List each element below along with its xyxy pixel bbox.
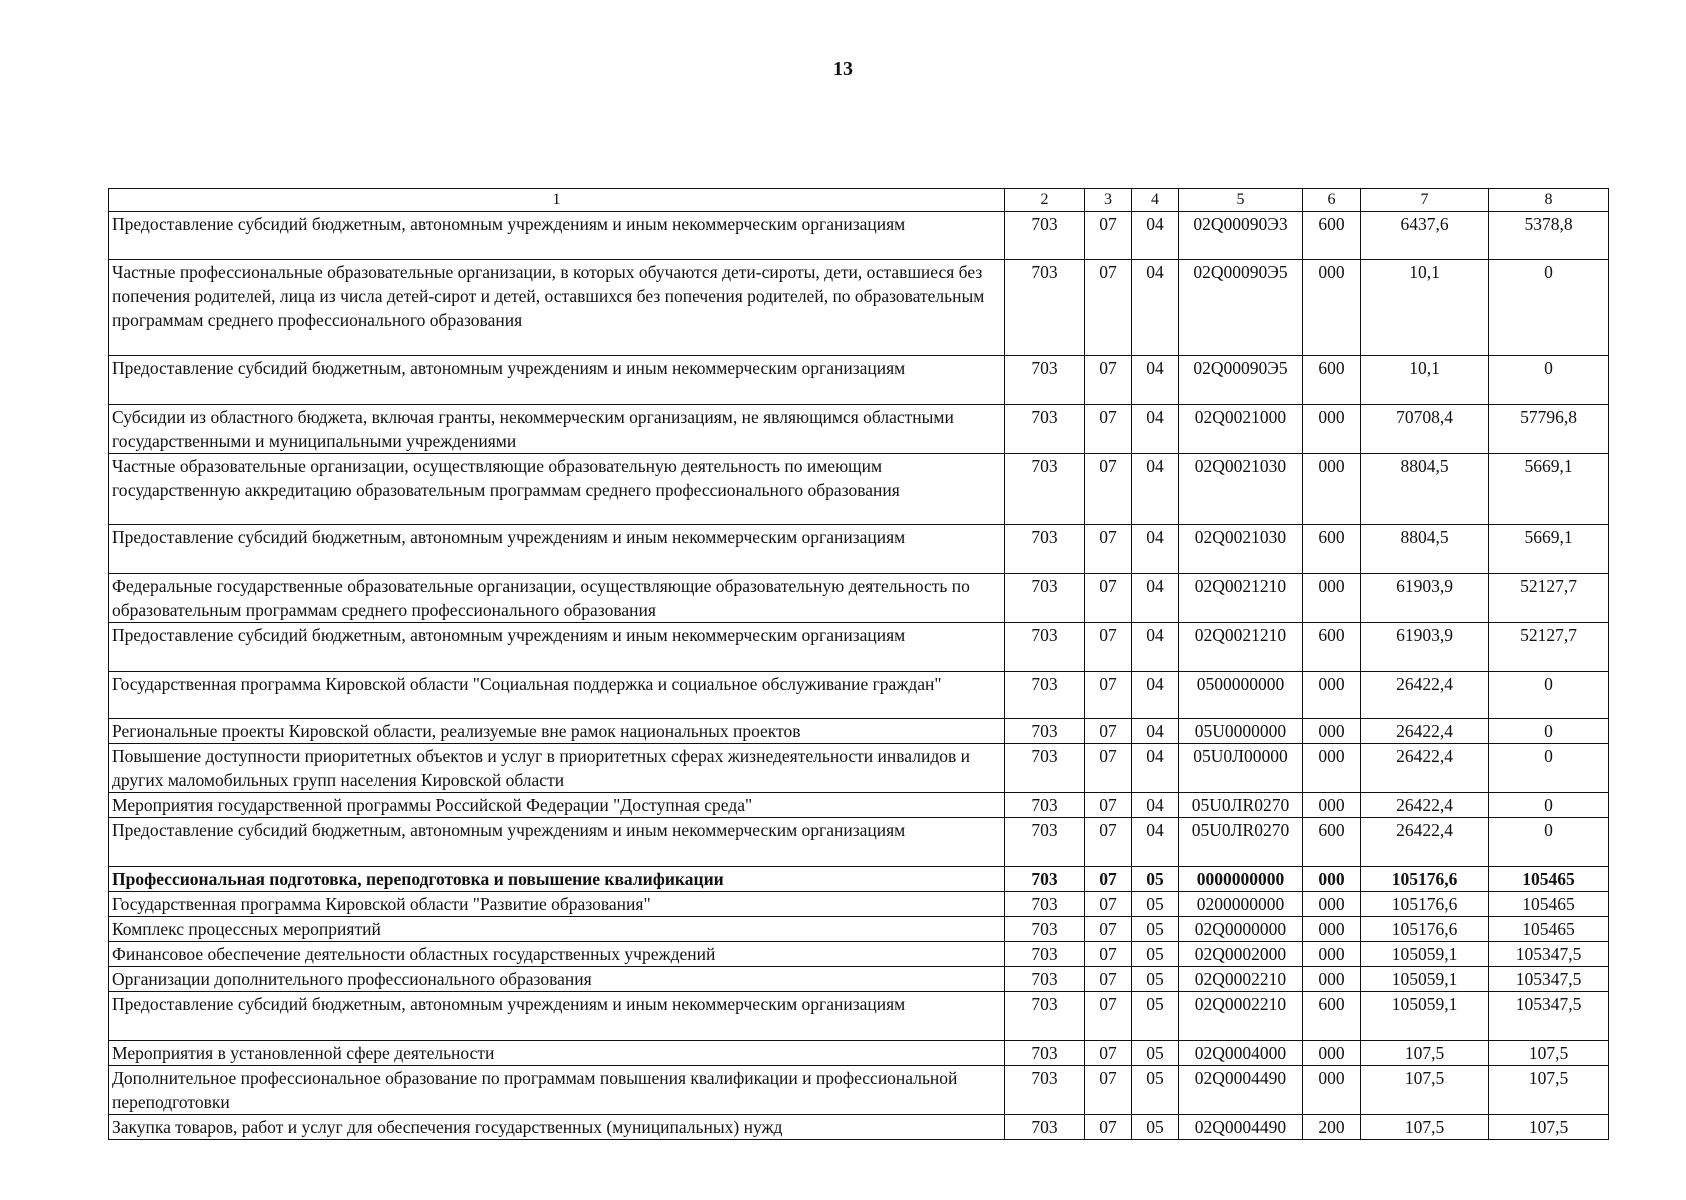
expense-type-cell: 000 (1303, 454, 1361, 525)
chapter-code-cell: 07 (1085, 744, 1132, 793)
amount-year1-cell: 26422,4 (1361, 744, 1489, 793)
target-article-cell: 02Q0002000 (1179, 942, 1303, 967)
chapter-code-cell: 07 (1085, 574, 1132, 623)
table-row (109, 623, 1609, 672)
table-row (109, 525, 1609, 574)
subsection-code-cell: 05 (1132, 892, 1179, 917)
row-name-cell: Субсидии из областного бюджета, включая гранты, некоммерческим организациям, не являющимся областными государственными и муниципальными учреждениями (109, 405, 1005, 454)
section-code-cell: 703 (1005, 260, 1085, 356)
amount-year2-cell: 107,5 (1489, 1066, 1609, 1115)
chapter-code-cell: 07 (1085, 793, 1132, 818)
amount-year1-cell: 107,5 (1361, 1066, 1489, 1115)
header-cell-4: 4 (1132, 189, 1179, 212)
target-article-cell: 02Q0004000 (1179, 1041, 1303, 1066)
amount-year2-cell: 105465 (1489, 867, 1609, 892)
table-row (109, 212, 1609, 260)
chapter-code-cell: 07 (1085, 818, 1132, 867)
amount-year2-cell: 105347,5 (1489, 942, 1609, 967)
target-article-cell: 02Q0021030 (1179, 525, 1303, 574)
row-name-cell: Предоставление субсидий бюджетным, автономным учреждениям и иным некоммерческим организациям (109, 623, 1005, 672)
table-row (109, 719, 1609, 744)
chapter-code-cell: 07 (1085, 672, 1132, 719)
subsection-code-cell: 04 (1132, 260, 1179, 356)
section-code-cell: 703 (1005, 942, 1085, 967)
subsection-code-cell: 04 (1132, 454, 1179, 525)
target-article-cell: 02Q0021000 (1179, 405, 1303, 454)
row-name-cell: Предоставление субсидий бюджетным, автономным учреждениям и иным некоммерческим организациям (109, 818, 1005, 867)
amount-year1-cell: 107,5 (1361, 1115, 1489, 1140)
row-name-cell: Предоставление субсидий бюджетным, автономным учреждениям и иным некоммерческим организациям (109, 212, 1005, 260)
target-article-cell: 02Q0002210 (1179, 992, 1303, 1041)
chapter-code-cell: 07 (1085, 405, 1132, 454)
target-article-cell: 02Q0021210 (1179, 623, 1303, 672)
table-row (109, 1115, 1609, 1140)
section-code-cell: 703 (1005, 818, 1085, 867)
target-article-cell: 02Q0004490 (1179, 1066, 1303, 1115)
amount-year1-cell: 105059,1 (1361, 942, 1489, 967)
section-code-cell: 703 (1005, 744, 1085, 793)
subsection-code-cell: 04 (1132, 623, 1179, 672)
subsection-code-cell: 05 (1132, 1041, 1179, 1066)
subsection-code-cell: 05 (1132, 1066, 1179, 1115)
table-row (109, 892, 1609, 917)
row-name-cell: Мероприятия государственной программы Российской Федерации "Доступная среда" (109, 793, 1005, 818)
amount-year2-cell: 57796,8 (1489, 405, 1609, 454)
target-article-cell: 02Q0021210 (1179, 574, 1303, 623)
section-code-cell: 703 (1005, 1041, 1085, 1066)
row-name-cell: Региональные проекты Кировской области, реализуемые вне рамок национальных проектов (109, 719, 1005, 744)
chapter-code-cell: 07 (1085, 719, 1132, 744)
row-name-cell: Предоставление субсидий бюджетным, автономным учреждениям и иным некоммерческим организациям (109, 525, 1005, 574)
target-article-cell: 0000000000 (1179, 867, 1303, 892)
section-code-cell: 703 (1005, 672, 1085, 719)
expense-type-cell: 600 (1303, 818, 1361, 867)
row-name-cell: Федеральные государственные образовательные организации, осуществляющие образовательную деятельность по образовательным программам среднего профессионального образования (109, 574, 1005, 623)
row-name-cell: Закупка товаров, работ и услуг для обеспечения государственных (муниципальных) нужд (109, 1115, 1005, 1140)
amount-year1-cell: 26422,4 (1361, 672, 1489, 719)
expense-type-cell: 000 (1303, 260, 1361, 356)
section-code-cell: 703 (1005, 405, 1085, 454)
amount-year2-cell: 0 (1489, 672, 1609, 719)
row-name-cell: Мероприятия в установленной сфере деятельности (109, 1041, 1005, 1066)
target-article-cell: 02Q00090Э5 (1179, 260, 1303, 356)
expense-type-cell: 000 (1303, 867, 1361, 892)
subsection-code-cell: 04 (1132, 405, 1179, 454)
amount-year2-cell: 0 (1489, 719, 1609, 744)
chapter-code-cell: 07 (1085, 1115, 1132, 1140)
amount-year1-cell: 10,1 (1361, 260, 1489, 356)
section-code-cell: 703 (1005, 967, 1085, 992)
section-code-cell: 703 (1005, 1115, 1085, 1140)
expense-type-cell: 600 (1303, 212, 1361, 260)
chapter-code-cell: 07 (1085, 212, 1132, 260)
amount-year2-cell: 107,5 (1489, 1041, 1609, 1066)
subsection-code-cell: 04 (1132, 672, 1179, 719)
table-row (109, 967, 1609, 992)
row-name-cell: Повышение доступности приоритетных объектов и услуг в приоритетных сферах жизнедеятельности инвалидов и других маломобильных групп населения Кировской области (109, 744, 1005, 793)
amount-year2-cell: 52127,7 (1489, 623, 1609, 672)
amount-year2-cell: 52127,7 (1489, 574, 1609, 623)
expense-type-cell: 600 (1303, 525, 1361, 574)
table-row (109, 405, 1609, 454)
chapter-code-cell: 07 (1085, 867, 1132, 892)
section-code-cell: 703 (1005, 793, 1085, 818)
target-article-cell: 02Q0000000 (1179, 917, 1303, 942)
section-code-cell: 703 (1005, 917, 1085, 942)
expense-type-cell: 000 (1303, 1041, 1361, 1066)
chapter-code-cell: 07 (1085, 260, 1132, 356)
amount-year1-cell: 8804,5 (1361, 454, 1489, 525)
header-cell-7: 7 (1361, 189, 1489, 212)
expense-type-cell: 000 (1303, 942, 1361, 967)
header-cell-8: 8 (1489, 189, 1609, 212)
subsection-code-cell: 04 (1132, 793, 1179, 818)
expense-type-cell: 000 (1303, 892, 1361, 917)
amount-year1-cell: 6437,6 (1361, 212, 1489, 260)
header-cell-1: 1 (109, 189, 1005, 212)
target-article-cell: 02Q00090Э5 (1179, 356, 1303, 405)
amount-year1-cell: 8804,5 (1361, 525, 1489, 574)
header-cell-3: 3 (1085, 189, 1132, 212)
row-name-cell: Предоставление субсидий бюджетным, автономным учреждениям и иным некоммерческим организациям (109, 992, 1005, 1041)
section-code-cell: 703 (1005, 623, 1085, 672)
section-code-cell: 703 (1005, 867, 1085, 892)
subsection-code-cell: 04 (1132, 525, 1179, 574)
target-article-cell: 0500000000 (1179, 672, 1303, 719)
amount-year1-cell: 26422,4 (1361, 793, 1489, 818)
target-article-cell: 02Q00090Э3 (1179, 212, 1303, 260)
amount-year2-cell: 5378,8 (1489, 212, 1609, 260)
target-article-cell: 05U0ЛR0270 (1179, 818, 1303, 867)
header-cell-5: 5 (1179, 189, 1303, 212)
subsection-code-cell: 05 (1132, 992, 1179, 1041)
amount-year2-cell: 0 (1489, 356, 1609, 405)
table-row (109, 356, 1609, 405)
expense-type-cell: 000 (1303, 672, 1361, 719)
row-name-cell: Государственная программа Кировской области "Социальная поддержка и социальное обслуживание граждан" (109, 672, 1005, 719)
table-row (109, 744, 1609, 793)
expense-type-cell: 000 (1303, 574, 1361, 623)
target-article-cell: 02Q0004490 (1179, 1115, 1303, 1140)
row-name-cell: Предоставление субсидий бюджетным, автономным учреждениям и иным некоммерческим организациям (109, 356, 1005, 405)
table-row (109, 867, 1609, 892)
amount-year1-cell: 107,5 (1361, 1041, 1489, 1066)
amount-year2-cell: 105465 (1489, 892, 1609, 917)
amount-year2-cell: 0 (1489, 818, 1609, 867)
amount-year1-cell: 26422,4 (1361, 818, 1489, 867)
amount-year1-cell: 105059,1 (1361, 967, 1489, 992)
table-row (109, 917, 1609, 942)
chapter-code-cell: 07 (1085, 1066, 1132, 1115)
subsection-code-cell: 04 (1132, 818, 1179, 867)
chapter-code-cell: 07 (1085, 454, 1132, 525)
subsection-code-cell: 05 (1132, 1115, 1179, 1140)
row-name-cell: Профессиональная подготовка, переподготовка и повышение квалификации (109, 867, 1005, 892)
table-row (109, 942, 1609, 967)
chapter-code-cell: 07 (1085, 892, 1132, 917)
row-name-cell: Комплекс процессных мероприятий (109, 917, 1005, 942)
section-code-cell: 703 (1005, 212, 1085, 260)
expense-type-cell: 600 (1303, 356, 1361, 405)
target-article-cell: 02Q0021030 (1179, 454, 1303, 525)
header-cell-6: 6 (1303, 189, 1361, 212)
amount-year1-cell: 105176,6 (1361, 892, 1489, 917)
section-code-cell: 703 (1005, 892, 1085, 917)
table-row (109, 1041, 1609, 1066)
target-article-cell: 05U0Л00000 (1179, 744, 1303, 793)
chapter-code-cell: 07 (1085, 967, 1132, 992)
expense-type-cell: 000 (1303, 1066, 1361, 1115)
expense-type-cell: 000 (1303, 793, 1361, 818)
expense-type-cell: 200 (1303, 1115, 1361, 1140)
subsection-code-cell: 05 (1132, 942, 1179, 967)
amount-year1-cell: 105176,6 (1361, 867, 1489, 892)
table-row (109, 260, 1609, 356)
table-row (109, 454, 1609, 525)
row-name-cell: Организации дополнительного профессионального образования (109, 967, 1005, 992)
amount-year2-cell: 105347,5 (1489, 992, 1609, 1041)
chapter-code-cell: 07 (1085, 942, 1132, 967)
budget-table-container (108, 188, 1608, 1140)
section-code-cell: 703 (1005, 454, 1085, 525)
header-row (109, 189, 1609, 212)
section-code-cell: 703 (1005, 574, 1085, 623)
table-row (109, 1066, 1609, 1115)
header-cell-2: 2 (1005, 189, 1085, 212)
amount-year2-cell: 107,5 (1489, 1115, 1609, 1140)
amount-year2-cell: 105347,5 (1489, 967, 1609, 992)
amount-year1-cell: 61903,9 (1361, 574, 1489, 623)
subsection-code-cell: 05 (1132, 867, 1179, 892)
amount-year1-cell: 61903,9 (1361, 623, 1489, 672)
table-body (109, 189, 1609, 1140)
subsection-code-cell: 05 (1132, 917, 1179, 942)
amount-year1-cell: 10,1 (1361, 356, 1489, 405)
chapter-code-cell: 07 (1085, 917, 1132, 942)
amount-year1-cell: 105059,1 (1361, 992, 1489, 1041)
table-row (109, 818, 1609, 867)
subsection-code-cell: 05 (1132, 967, 1179, 992)
expense-type-cell: 000 (1303, 405, 1361, 454)
table-row (109, 574, 1609, 623)
target-article-cell: 02Q0002210 (1179, 967, 1303, 992)
expense-type-cell: 000 (1303, 967, 1361, 992)
chapter-code-cell: 07 (1085, 992, 1132, 1041)
amount-year1-cell: 26422,4 (1361, 719, 1489, 744)
table-row (109, 793, 1609, 818)
expense-type-cell: 000 (1303, 744, 1361, 793)
amount-year2-cell: 0 (1489, 260, 1609, 356)
row-name-cell: Дополнительное профессиональное образование по программам повышения квалификации и профессиональной переподготовки (109, 1066, 1005, 1115)
row-name-cell: Частные образовательные организации, осуществляющие образовательную деятельность по имеющим государственную аккредитацию образовательным программам среднего профессионального образования (109, 454, 1005, 525)
expense-type-cell: 000 (1303, 917, 1361, 942)
section-code-cell: 703 (1005, 992, 1085, 1041)
section-code-cell: 703 (1005, 525, 1085, 574)
row-name-cell: Частные профессиональные образовательные организации, в которых обучаются дети-сироты, дети, оставшиеся без попечения родителей, лица из числа детей-сирот и детей, оставшихся без попечения родителей, по образовательным программам среднего профессионального образования (109, 260, 1005, 356)
target-article-cell: 05U0ЛR0270 (1179, 793, 1303, 818)
row-name-cell: Финансовое обеспечение деятельности областных государственных учреждений (109, 942, 1005, 967)
amount-year1-cell: 105176,6 (1361, 917, 1489, 942)
section-code-cell: 703 (1005, 356, 1085, 405)
section-code-cell: 703 (1005, 719, 1085, 744)
section-code-cell: 703 (1005, 1066, 1085, 1115)
chapter-code-cell: 07 (1085, 525, 1132, 574)
amount-year2-cell: 0 (1489, 793, 1609, 818)
table-row (109, 672, 1609, 719)
amount-year2-cell: 5669,1 (1489, 525, 1609, 574)
expense-type-cell: 600 (1303, 623, 1361, 672)
amount-year2-cell: 105465 (1489, 917, 1609, 942)
chapter-code-cell: 07 (1085, 356, 1132, 405)
amount-year2-cell: 5669,1 (1489, 454, 1609, 525)
subsection-code-cell: 04 (1132, 356, 1179, 405)
chapter-code-cell: 07 (1085, 623, 1132, 672)
row-name-cell: Государственная программа Кировской области "Развитие образования" (109, 892, 1005, 917)
amount-year2-cell: 0 (1489, 744, 1609, 793)
budget-table (108, 188, 1609, 1140)
subsection-code-cell: 04 (1132, 212, 1179, 260)
subsection-code-cell: 04 (1132, 719, 1179, 744)
expense-type-cell: 000 (1303, 719, 1361, 744)
subsection-code-cell: 04 (1132, 574, 1179, 623)
page-number: 13 (833, 58, 853, 80)
chapter-code-cell: 07 (1085, 1041, 1132, 1066)
subsection-code-cell: 04 (1132, 744, 1179, 793)
amount-year1-cell: 70708,4 (1361, 405, 1489, 454)
expense-type-cell: 600 (1303, 992, 1361, 1041)
table-row (109, 992, 1609, 1041)
target-article-cell: 05U0000000 (1179, 719, 1303, 744)
target-article-cell: 0200000000 (1179, 892, 1303, 917)
